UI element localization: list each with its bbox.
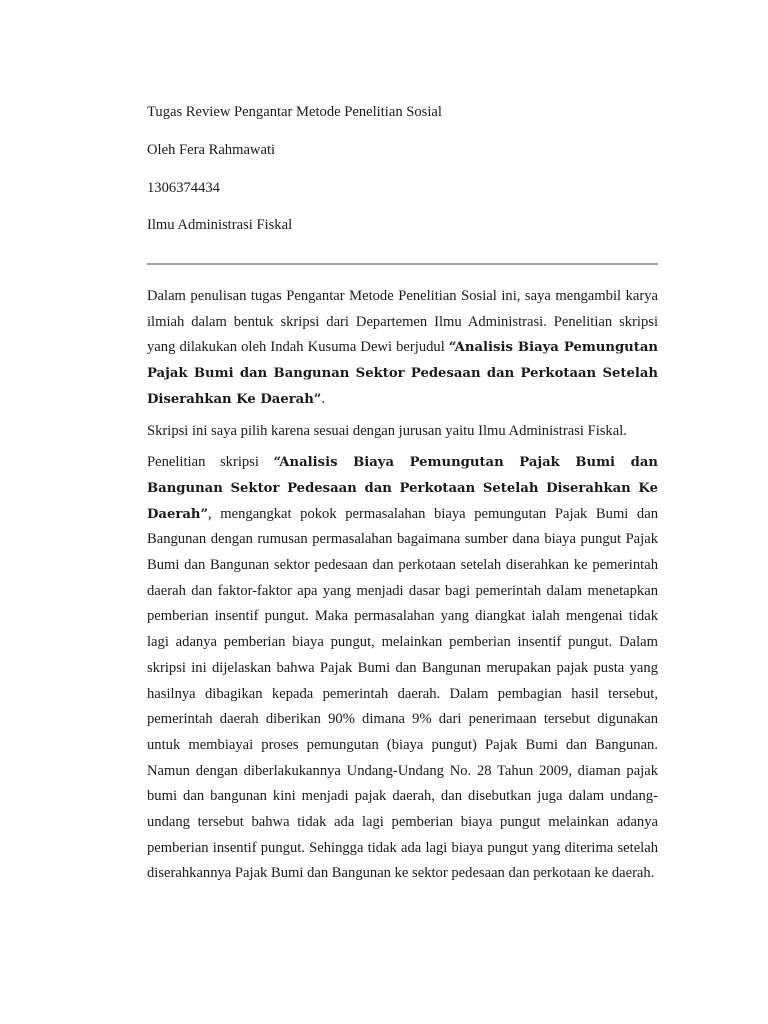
student-id: 1306374434 — [147, 180, 220, 196]
paragraph-reason: Skripsi ini saya pilih karena sesuai dengan jurusan yaitu Ilmu Administrasi Fiskal. — [147, 422, 627, 439]
author-line: Oleh Fera Rahmawati — [147, 142, 276, 158]
horizontal-divider — [147, 263, 658, 265]
paragraph-intro-end: . — [321, 390, 326, 407]
paragraph-summary-lead: Penelitian skripsi — [147, 454, 274, 471]
paragraph-intro-text: Dalam penulisan tugas Pengantar Metode Penelitian Sosial ini, saya mengambil karya ilmiah dalam bentuk skripsi dari Departemen Ilmu Administrasi. Penelitian skripsi yang dilakukan oleh Indah Kusuma Dewi berjudul — [147, 288, 658, 356]
paragraph-summary-text: , mengangkat pokok permasalahan biaya pemungutan Pajak Bumi dan Bangunan dengan rumusan permasalahan bagaimana sumber dana biaya pungut Pajak Bumi dan Bangunan sektor pedesaan dan perkotaan setelah diserahkan ke pemerintah daerah dan faktor-faktor apa yang menjadi dasar bagi pemerintah dalam menetapkan pemberian insentif pungut. Maka permasalahan yang diangkat ialah mengenai tidak lagi adanya pemberian biaya pungut, melainkan pemberian insentif pungut. Dalam skripsi ini dijelaskan bahwa Pajak Bumi dan Bangunan merupakan pajak pusta yang hasilnya dibagikan kepada pemerintah daerah. Dalam pembagian hasil tersebut, pemerintah daerah diberikan 90% dimana 9% dari penerimaan tersebut digunakan untuk membiayai proses pemungutan (biaya pungut) Pajak Bumi dan Bangunan. Namun dengan diberlakukannya Undang-Undang No. 28 Tahun 2009, diaman pajak bumi dan bangunan kini menjadi pajak daerah, dan disebutkan juga dalam undang-undang tersebut bahwa tidak ada lagi pemberian biaya pungut melainkan adanya pemberian insentif pungut. Sehingga tidak ada lagi biaya pungut yang diterima setelah diserahkannya Pajak Bumi dan Bangunan ke sektor pedesaan dan perkotaan ke daerah. — [147, 505, 658, 882]
study-program: Ilmu Administrasi Fiskal — [147, 217, 293, 233]
document-body — [147, 284, 658, 893]
thesis-title-bold-repeat: “Analisis Biaya Pemungutan Pajak Bumi dan Bangunan Sektor Pedesaan dan Perkotaan Setelah Diserahkan Ke Daerah” — [147, 455, 658, 522]
document-title: Tugas Review Pengantar Metode Penelitian Sosial — [147, 104, 442, 120]
paragraph-summary — [147, 450, 658, 887]
paragraph-intro — [147, 284, 658, 413]
thesis-title-bold: “Analisis Biaya Pemungutan Pajak Bumi dan Bangunan Sektor Pedesaan dan Perkotaan Setelah Diserahkan Ke Daerah” — [147, 340, 658, 407]
